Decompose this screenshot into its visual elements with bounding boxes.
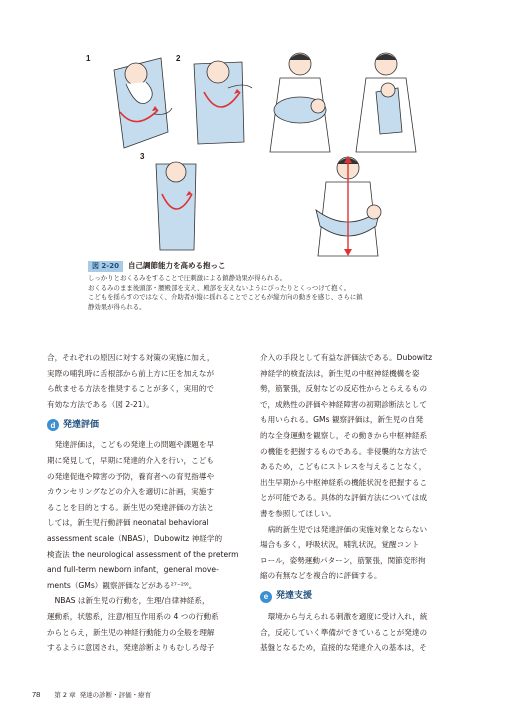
chapter-label: 第 2 章	[54, 691, 76, 699]
step-number-1: 1	[86, 54, 91, 63]
body-line: あるため，こどもにストレスを与えることなく，	[260, 462, 427, 472]
body-line: 有効な方法である（図 2-21）。	[47, 399, 154, 409]
body-line: 発達評価は，こどもの発達上の問題や課題を早	[54, 440, 215, 450]
nurse-vertical-rocking-illustration	[302, 154, 392, 258]
body-line: しては，新生児行動評価 neonatal behavioral	[47, 518, 209, 528]
nurse-holding-upright-illustration	[346, 48, 424, 154]
body-line: 期に発見して，早期に発達的介入を行い，こども	[47, 455, 214, 465]
body-line: 運動系，状態系，注意/相互作用系の 4 つの行動系	[47, 611, 219, 621]
body-line: 的な全身運動を観察し，その動きから中枢神経系	[260, 430, 428, 440]
body-line: 病的新生児では発達評価の実施対象とならない	[267, 524, 428, 534]
figure-caption	[88, 260, 424, 312]
page-number: 78	[32, 690, 41, 699]
body-line: ロール，姿勢運動パターン，筋緊張，関節変形拘	[260, 555, 426, 565]
chapter-title: 発達の診断・評価・療育	[79, 691, 152, 699]
caption-body	[88, 274, 424, 312]
right-column	[260, 350, 460, 656]
section-badge-e: e	[260, 591, 272, 603]
section-title-e: 発達支援	[276, 591, 313, 602]
body-line: assessment scale（NBAS），Dubowitz 神経学的	[47, 533, 223, 543]
body-line: するように意図され，発達診断よりもむしろ母子	[47, 643, 215, 653]
body-line: 場合も多く，呼吸状況，哺乳状況，覚醒コント	[260, 540, 420, 550]
swaddle-step-3-illustration	[146, 154, 206, 254]
left-column	[47, 350, 247, 656]
body-line: 介入の手段として有益な評価法である。Dubowitz	[260, 353, 433, 362]
body-line: 勢，筋緊張，反射などの反応性からとらえるもの	[260, 384, 428, 394]
caption-line: こどもを揺らすのではなく、介助者が縦に揺れることでこどもが縦方向の動きを感じ、さらに鎮	[88, 293, 363, 302]
body-line: とが可能である。具体的な評価方法については成	[260, 493, 427, 503]
section-heading-e	[260, 587, 460, 607]
body-line: 検査法 the neurological assessment of the preterm	[47, 549, 239, 559]
body-line: and full-term newborn infant，general move-	[47, 565, 219, 575]
body-line: も用いられる。GMs 観察評価は，新生児の自発	[260, 415, 424, 425]
caption-line: しっかりとおくるみをすることで圧刺激による鎮静効果が得られる。	[88, 274, 287, 282]
swaddle-step-1-illustration	[106, 52, 176, 152]
step-number-2: 2	[176, 54, 181, 63]
figure-label: 図 2-20	[88, 261, 123, 272]
body-line: ments（GMs）観察評価などがある²⁷⁻²⁹⁾。	[47, 580, 197, 590]
page-footer	[32, 690, 151, 699]
caption-line: 静効果が得られる。	[88, 302, 146, 311]
body-line: 合，それぞれの原因に対する対策の実施に加え，	[47, 353, 215, 362]
body-line: の機能を把握するものである。非侵襲的な方法で	[260, 446, 428, 456]
body-line: カウンセリングなどの介入を適切に計画，実施す	[47, 487, 214, 497]
body-line: 合，反応していく準備ができていることが発達の	[260, 627, 428, 637]
body-line: 環境から与えられる刺激を適度に受け入れ，統	[267, 611, 428, 621]
caption-header	[88, 260, 424, 272]
body-line: の発達促進や障害の予防，養育者への育児指導や	[47, 471, 215, 481]
body-line: ら飲ませる方法を推奨することが多く，実用的で	[47, 384, 214, 394]
body-line: ることを目的とする。新生児の発達評価の方法と	[47, 502, 215, 512]
body-line: NBAS は新生児の行動を，生理/自律神経系，	[54, 596, 210, 606]
section-title-d: 発達評価	[63, 419, 100, 430]
body-line: 出生早期から中枢神経系の機能状況を把握するこ	[260, 477, 428, 487]
figure-title: 自己調節能力を高める抱っこ	[127, 261, 226, 270]
body-line: からとらえ，新生児の神経行動能力の全般を理解	[47, 627, 215, 637]
body-line: 神経学的検査法は，新生児の中枢神経機構を姿	[260, 368, 420, 378]
body-line: 実際の哺乳時に舌根部から前上方に圧を加えなが	[47, 368, 215, 378]
figure-illustrations	[84, 44, 424, 258]
body-line: 基盤となるため，直接的な発達介入の基本は，そ	[260, 643, 427, 653]
section-heading-d	[47, 415, 247, 435]
nurse-holding-front-illustration	[260, 48, 340, 154]
swaddle-step-2-illustration	[184, 52, 254, 152]
caption-line: おくるみのまま後頭部・腰殿部を支え、殿部を支えないようにぴったりとくっつけて抱く。	[88, 283, 351, 292]
section-badge-d: d	[47, 419, 59, 431]
body-line: 縮の有無などを複合的に評価する。	[260, 571, 382, 581]
body-line: で，成熟性の評価や神経障害の初期診断法として	[260, 399, 427, 409]
body-line: 書を参照してほしい。	[260, 508, 336, 518]
step-number-3: 3	[140, 152, 145, 161]
